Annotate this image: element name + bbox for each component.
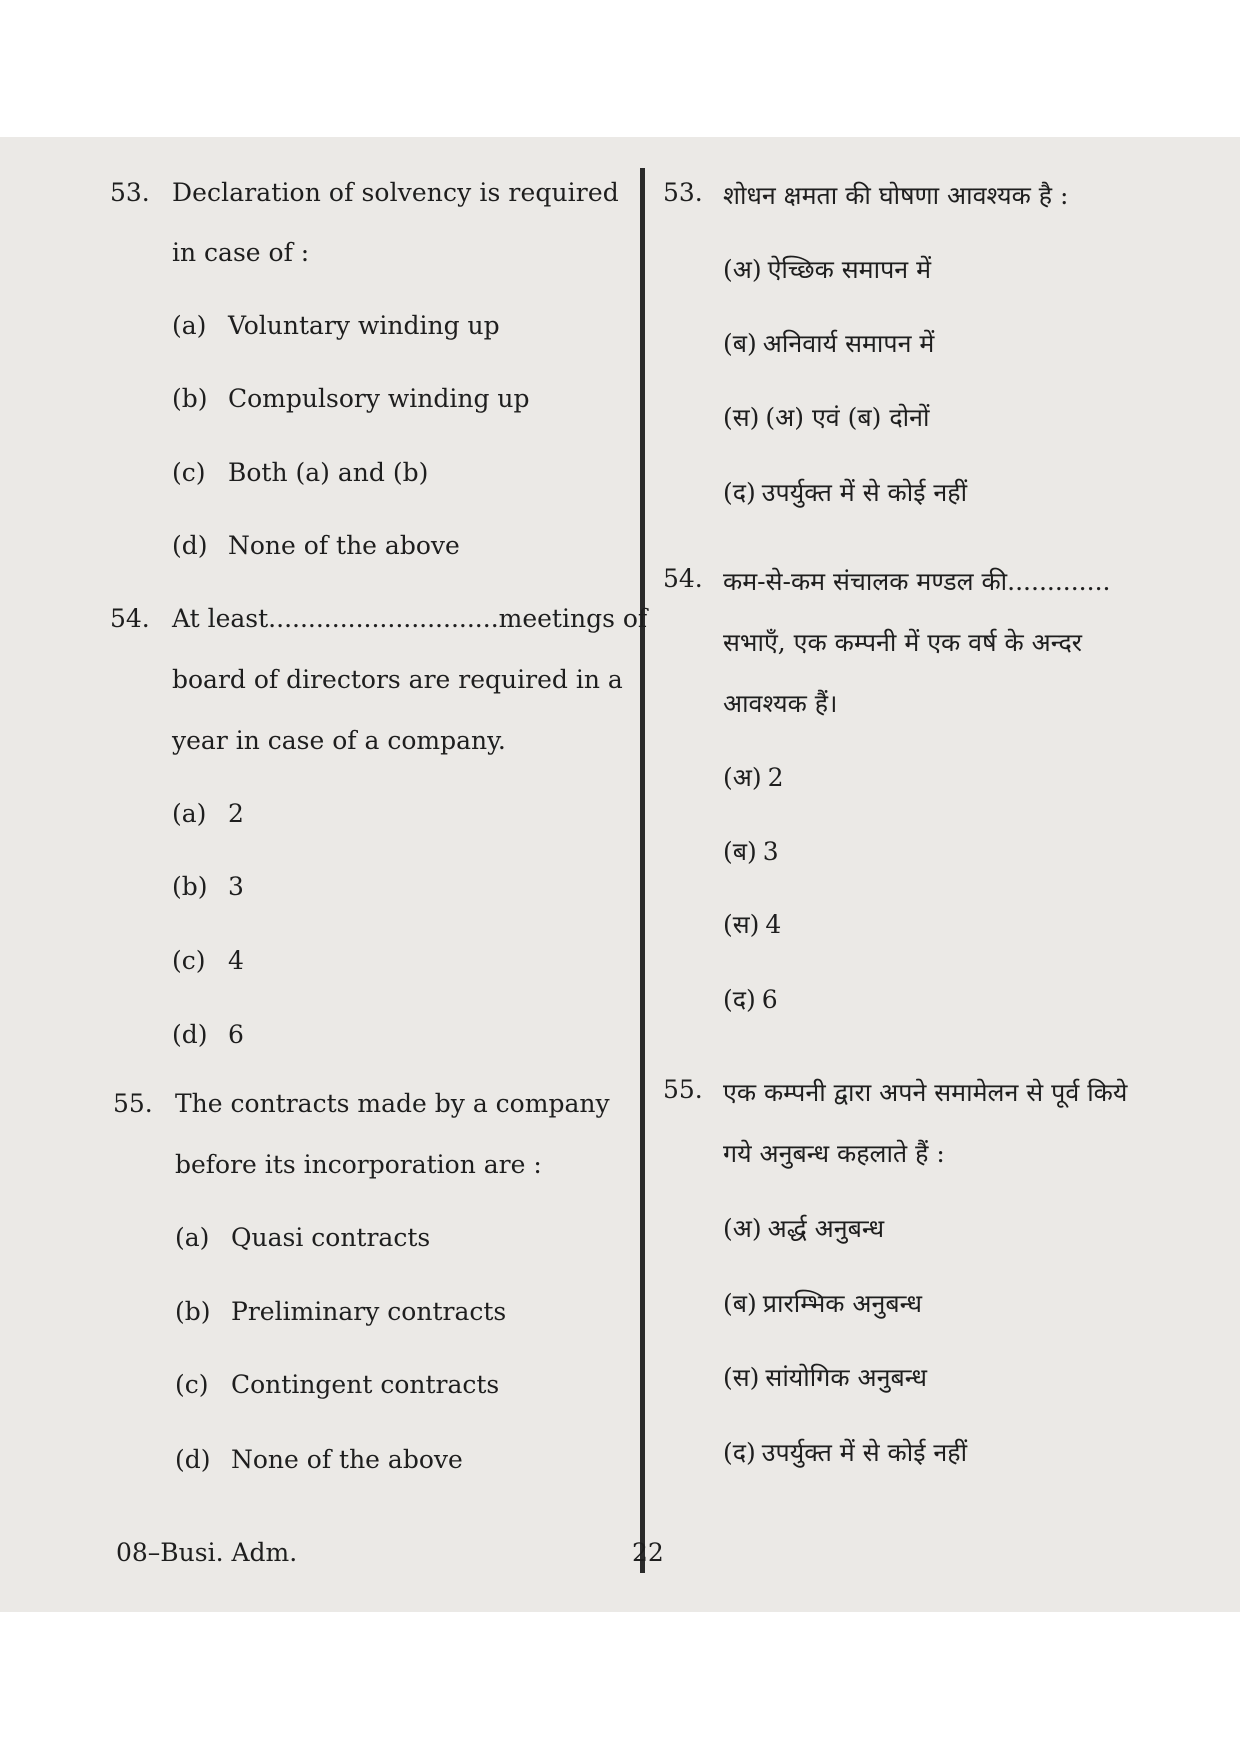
question-number: 53. bbox=[110, 178, 150, 207]
option-b: (ब) 3 bbox=[723, 837, 779, 866]
question-text: The contracts made by a company bbox=[175, 1089, 610, 1118]
question-text: in case of : bbox=[172, 238, 310, 267]
question-text: before its incorporation are : bbox=[175, 1150, 542, 1179]
option-c: (c) 4 bbox=[172, 946, 244, 975]
option-d: (द) उपर्युक्त में से कोई नहीं bbox=[723, 1438, 968, 1467]
option-d: (द) उपर्युक्त में से कोई नहीं bbox=[723, 478, 968, 507]
option-b: (b) Compulsory winding up bbox=[172, 384, 530, 413]
question-text: Declaration of solvency is required bbox=[172, 178, 619, 207]
option-d: (d) 6 bbox=[172, 1020, 244, 1049]
question-text: शोधन क्षमता की घोषणा आवश्यक है : bbox=[723, 181, 1069, 210]
column-divider bbox=[640, 168, 645, 1573]
option-b: (ब) प्रारम्भिक अनुबन्ध bbox=[723, 1289, 922, 1318]
question-number: 53. bbox=[663, 178, 703, 207]
question-text: board of directors are required in a bbox=[172, 665, 623, 694]
option-a: (a) Quasi contracts bbox=[175, 1223, 431, 1252]
option-c: (स) (अ) एवं (ब) दोनों bbox=[723, 403, 930, 432]
question-text: एक कम्पनी द्वारा अपने समामेलन से पूर्व किये bbox=[723, 1078, 1128, 1107]
option-c: (स) सांयोगिक अनुबन्ध bbox=[723, 1363, 928, 1392]
question-text: सभाएँ, एक कम्पनी में एक वर्ष के अन्दर bbox=[723, 628, 1082, 657]
option-c: (c) Both (a) and (b) bbox=[172, 458, 429, 487]
option-b: (b) Preliminary contracts bbox=[175, 1297, 507, 1326]
question-text: कम-से-कम संचालक मण्डल की............. bbox=[723, 567, 1111, 596]
option-b: (b) 3 bbox=[172, 872, 244, 901]
option-d: (d) None of the above bbox=[172, 531, 460, 560]
question-number: 55. bbox=[113, 1089, 153, 1118]
option-d: (d) None of the above bbox=[175, 1445, 463, 1474]
question-text: year in case of a company. bbox=[172, 726, 506, 755]
option-a: (अ) 2 bbox=[723, 763, 784, 792]
option-a: (a) Voluntary winding up bbox=[172, 311, 500, 340]
option-c: (c) Contingent contracts bbox=[175, 1370, 500, 1399]
question-number: 55. bbox=[663, 1075, 703, 1104]
option-b: (ब) अनिवार्य समापन में bbox=[723, 329, 935, 358]
option-a: (a) 2 bbox=[172, 799, 244, 828]
option-a: (अ) अर्द्ध अनुबन्ध bbox=[723, 1214, 885, 1243]
page-number: 22 bbox=[632, 1538, 664, 1567]
option-d: (द) 6 bbox=[723, 985, 778, 1014]
paper-code: 08–Busi. Adm. bbox=[116, 1538, 298, 1567]
question-number: 54. bbox=[663, 564, 703, 593]
option-a: (अ) ऐच्छिक समापन में bbox=[723, 255, 932, 284]
question-text: At least.............................meetings of bbox=[172, 604, 648, 633]
question-text: आवश्यक हैं। bbox=[723, 689, 838, 718]
option-c: (स) 4 bbox=[723, 910, 782, 939]
question-text: गये अनुबन्ध कहलाते हैं : bbox=[723, 1139, 945, 1168]
question-number: 54. bbox=[110, 604, 150, 633]
